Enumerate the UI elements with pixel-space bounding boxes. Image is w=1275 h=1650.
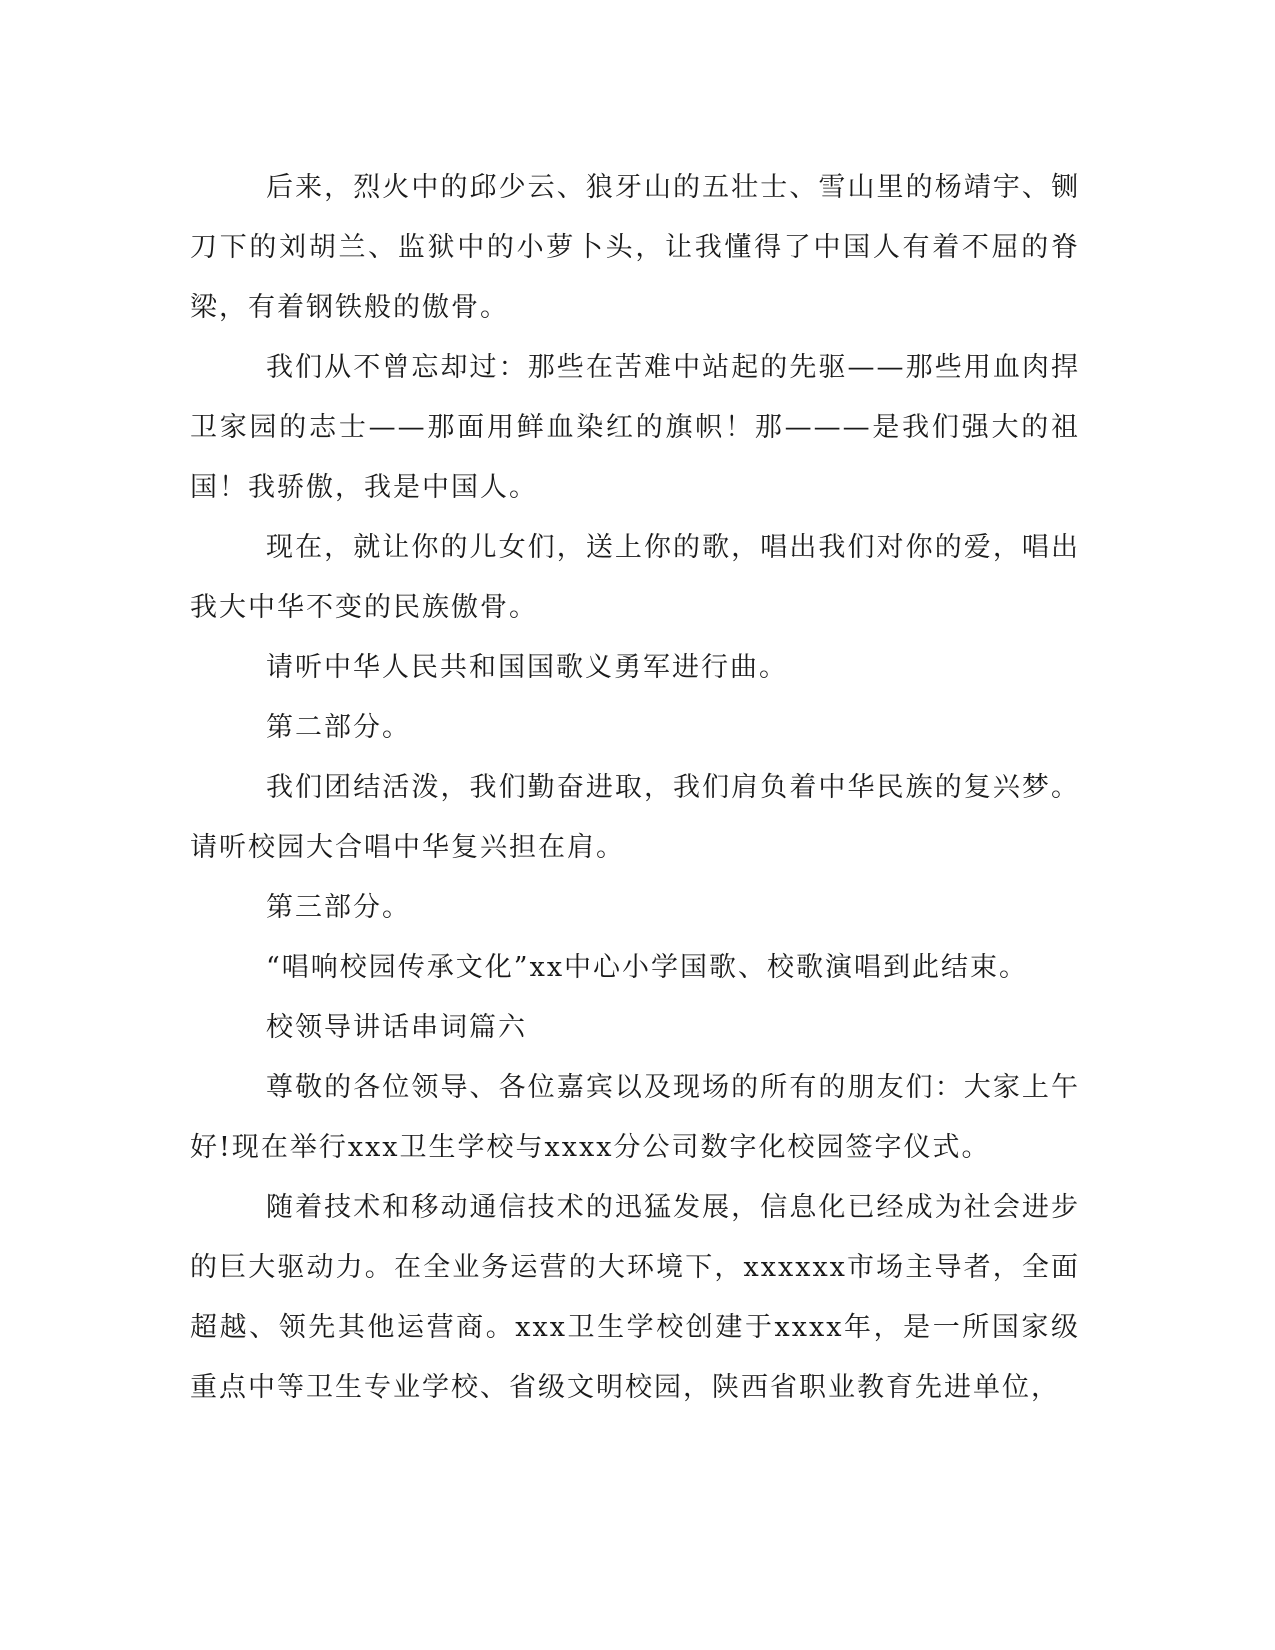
paragraph-part-three: 第三部分。 (266, 892, 411, 923)
paragraph-never-forget: 我们从不曾忘却过：那些在苦难中站起的先驱——那些用血肉捍卫家园的志士——那面用鲜血染红的旗帜！那———是我们强大的祖国！我骄傲，我是中国人。 (190, 352, 1080, 503)
paragraph-national-anthem: 请听中华人民共和国国歌义勇军进行曲。 (266, 652, 788, 683)
paragraph-technology: 随着技术和移动通信技术的迅猛发展，信息化已经成为社会进步的巨大驱动力。在全业务运营的大环境下，xxxxxx市场主导者，全面超越、领先其他运营商。xxx卫生学校创建于xxxx年，是一所国家级重点中等卫生专业学校、省级文明校园，陕西省职业教育先进单位， (190, 1192, 1080, 1403)
section-heading: 校领导讲话串词篇六 (266, 1012, 527, 1043)
paragraph-heroes: 后来，烈火中的邱少云、狼牙山的五壮士、雪山里的杨靖宇、铡刀下的刘胡兰、监狱中的小萝卜头，让我懂得了中国人有着不屈的脊梁，有着钢铁般的傲骨。 (190, 172, 1080, 323)
document-body (190, 158, 1080, 1418)
paragraph-sing-song: 现在，就让你的儿女们，送上你的歌，唱出我们对你的爱，唱出我大中华不变的民族傲骨。 (190, 532, 1080, 623)
paragraph-closing: “唱响校园传承文化”xx中心小学国歌、校歌演唱到此结束。 (266, 952, 1029, 983)
paragraph-part-two: 第二部分。 (266, 712, 411, 743)
paragraph-chorus: 我们团结活泼，我们勤奋进取，我们肩负着中华民族的复兴梦。请听校园大合唱中华复兴担在肩。 (190, 772, 1080, 863)
paragraph-greeting: 尊敬的各位领导、各位嘉宾以及现场的所有的朋友们：大家上午好!现在举行xxx卫生学校与xxxx分公司数字化校园签字仪式。 (190, 1072, 1080, 1163)
